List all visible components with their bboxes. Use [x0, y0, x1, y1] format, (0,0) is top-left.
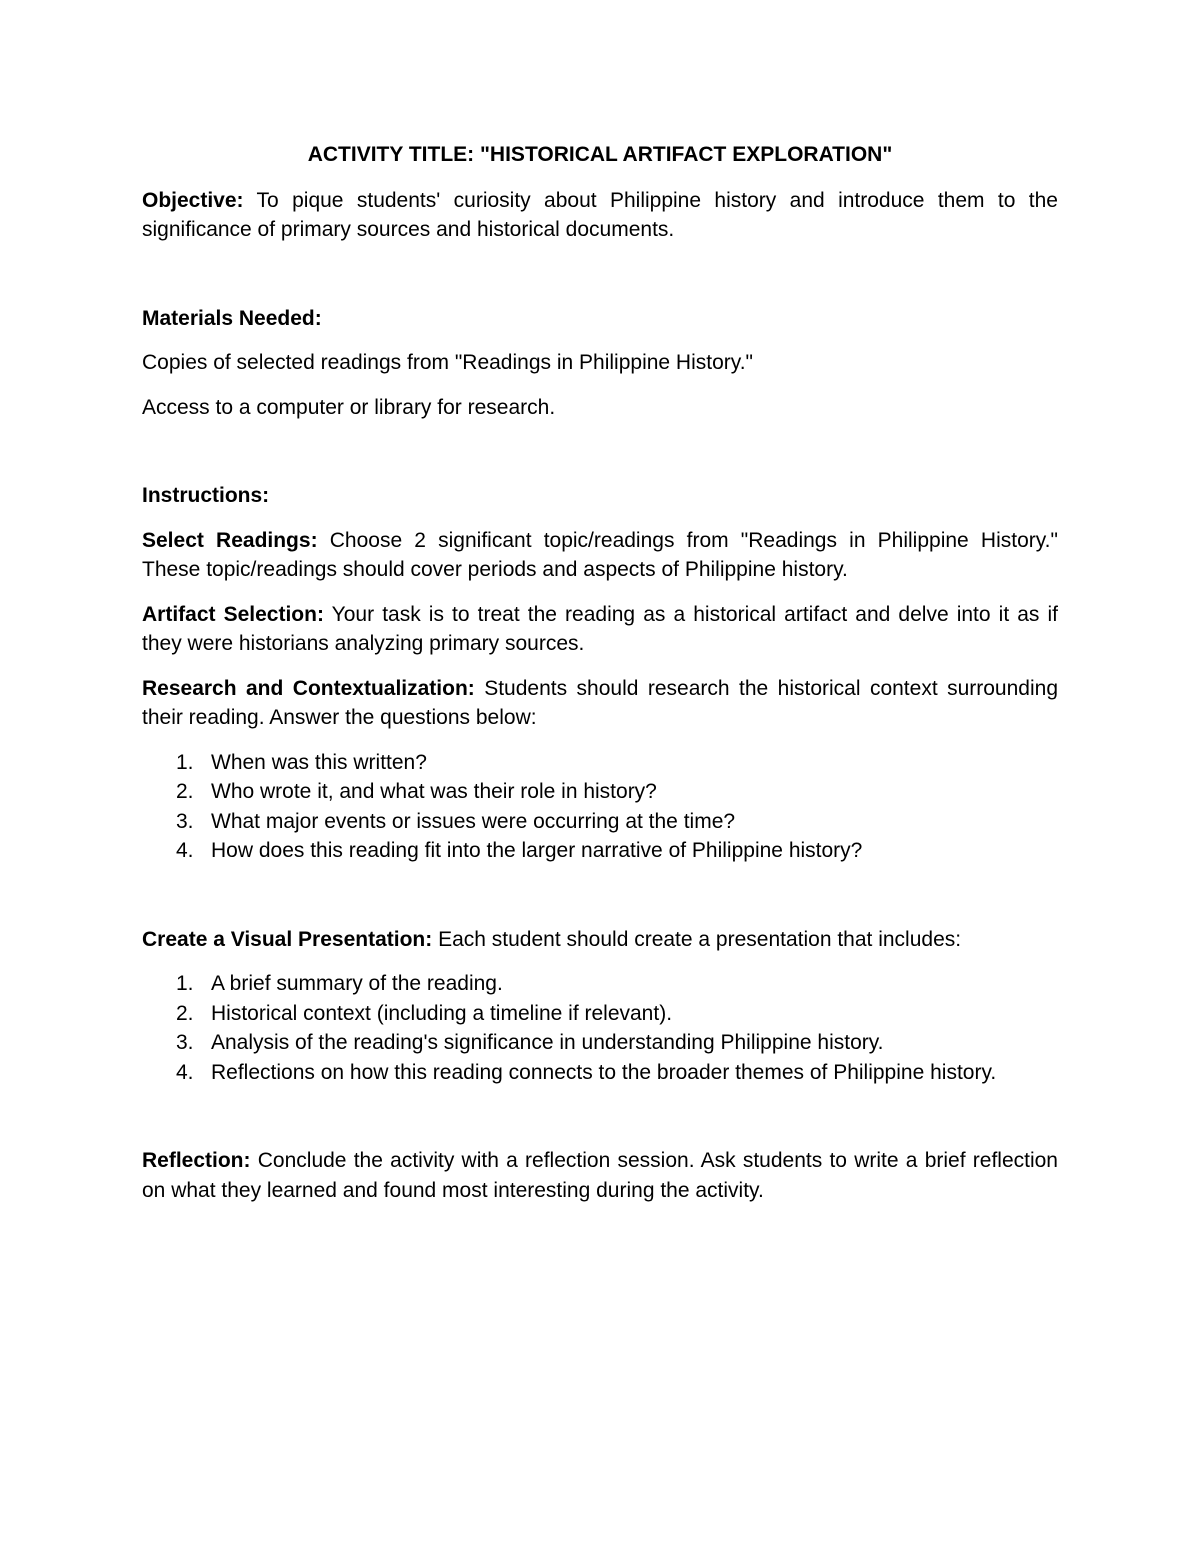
- list-number: 2.: [176, 1001, 194, 1025]
- list-item: 4. Reflections on how this reading connects to the broader themes of Philippine history.: [142, 1058, 1058, 1088]
- materials-item: Access to a computer or library for research.: [142, 395, 556, 419]
- list-number: 1.: [176, 972, 194, 995]
- spacer: [142, 1102, 1058, 1146]
- reflection-text: Conclude the activity with a reflection session. Ask students to write a brief reflection on what they learned and found most interesting during the activity.: [142, 1149, 1058, 1202]
- list-item: 1. When was this written?: [142, 748, 1058, 778]
- select-readings-paragraph: [142, 526, 1058, 585]
- artifact-selection-text: Your task is to treat the reading as a historical artifact and delve into it as if they were historians analyzing primary sources.: [142, 602, 1059, 655]
- materials-item: Copies of selected readings from "Readings in Philippine History.": [142, 351, 753, 374]
- list-number: 3.: [176, 809, 194, 833]
- list-number: 3.: [176, 1031, 194, 1054]
- list-item: 3. Analysis of the reading's significance in understanding Philippine history.: [142, 1028, 1058, 1058]
- list-number: 1.: [176, 750, 194, 774]
- document-body: [142, 140, 1058, 1220]
- artifact-selection-label: Artifact Selection:: [142, 602, 324, 626]
- spacer: [142, 260, 1058, 304]
- research-questions-list: [142, 748, 1058, 866]
- select-readings-label: Select Readings:: [142, 528, 318, 552]
- reflection-paragraph: [142, 1146, 1058, 1205]
- list-item: 1. A brief summary of the reading.: [142, 969, 1058, 999]
- list-item: 4. How does this reading fit into the larger narrative of Philippine history?: [142, 836, 1058, 866]
- materials-heading: Materials Needed:: [142, 306, 322, 330]
- visual-presentation-paragraph: [142, 925, 1058, 955]
- spacer: [142, 881, 1058, 925]
- visual-presentation-text: Each student should create a presentation that includes:: [432, 927, 962, 951]
- visual-presentation-label: Create a Visual Presentation:: [142, 927, 433, 951]
- presentation-items-list: [142, 969, 1058, 1087]
- activity-title: ACTIVITY TITLE: "HISTORICAL ARTIFACT EXPLORATION": [307, 143, 893, 166]
- list-number: 2.: [176, 780, 194, 803]
- list-number: 4.: [176, 839, 194, 862]
- research-paragraph: [142, 674, 1058, 733]
- objective-text: To pique students' curiosity about Philippine history and introduce them to the significance of primary sources and historical documents.: [142, 188, 1058, 241]
- research-text: Students should research the historical context surrounding their reading. Answer the questions below:: [142, 676, 1058, 729]
- instructions-heading: Instructions:: [142, 484, 270, 507]
- select-readings-text: Choose 2 significant topic/readings from "Readings in Philippine History." These topic/readings should cover periods and aspects of Philippine history.: [142, 528, 1058, 581]
- objective-paragraph: [142, 186, 1058, 245]
- list-item: 2. Historical context (including a timeline if relevant).: [142, 999, 1058, 1029]
- artifact-selection-paragraph: [142, 600, 1058, 659]
- list-item: 2. Who wrote it, and what was their role in history?: [142, 777, 1058, 807]
- spacer: [142, 437, 1058, 481]
- research-label: Research and Contextualization:: [142, 676, 475, 700]
- objective-label: Objective:: [142, 188, 244, 212]
- reflection-label: Reflection:: [142, 1149, 251, 1172]
- list-item: 3. What major events or issues were occurring at the time?: [142, 807, 1058, 837]
- list-number: 4.: [176, 1060, 194, 1084]
